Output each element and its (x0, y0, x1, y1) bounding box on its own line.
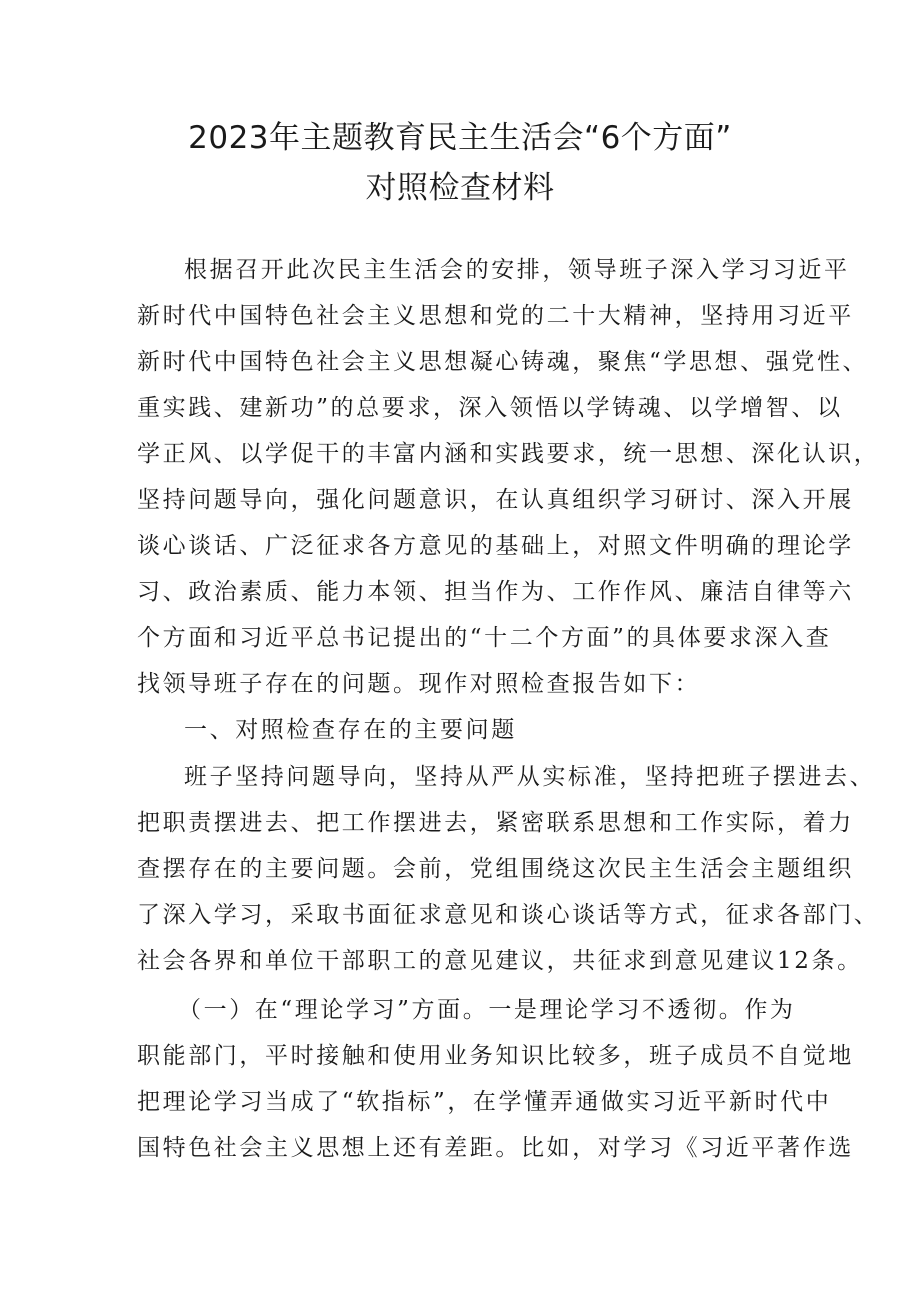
paragraph-line: 了深入学习，采取书面征求意见和谈心谈话等方式，征求各部门、 (137, 902, 880, 928)
paragraph-line: 把职责摆进去、把工作摆进去，紧密联系思想和工作实际，着力 (137, 810, 854, 836)
paragraph-line: 谈心谈话、广泛征求各方意见的基础上，对照文件明确的理论学 (137, 533, 854, 559)
paragraph-line: 把理论学习当成了“软指标”，在学懂弄通做实习近平新时代中 (137, 1089, 832, 1115)
document-title-line-1: 2023年主题教育民主生活会“6个方面” (188, 120, 732, 156)
section-heading: 一、对照检查存在的主要问题 (184, 717, 517, 743)
subsection-heading-line: （一）在“理论学习”方面。一是理论学习不透彻。作为 (178, 997, 796, 1023)
paragraph-line: 习、政治素质、能力本领、担当作为、工作作风、廉洁自律等六 (137, 579, 854, 605)
paragraph-line: 坚持问题导向，强化问题意识，在认真组织学习研讨、深入开展 (137, 487, 854, 513)
paragraph-line: 国特色社会主义思想上还有差距。比如，对学习《习近平著作选 (137, 1135, 854, 1161)
paragraph-line: 新时代中国特色社会主义思想和党的二十大精神，坚持用习近平 (137, 303, 854, 329)
paragraph-line: 个方面和习近平总书记提出的“十二个方面”的具体要求深入查 (137, 625, 832, 651)
paragraph-line: 职能部门，平时接触和使用业务知识比较多，班子成员不自觉地 (137, 1043, 854, 1069)
paragraph-line: 查摆存在的主要问题。会前，党组围绕这次民主生活会主题组织 (137, 856, 854, 882)
paragraph-line: 根据召开此次民主生活会的安排，领导班子深入学习习近平 (184, 257, 850, 283)
paragraph-line: 社会各界和单位干部职工的意见建议，共征求到意见建议12条。 (137, 948, 863, 974)
paragraph-line: 学正风、以学促干的丰富内涵和实践要求，统一思想、深化认识， (137, 441, 880, 467)
paragraph-line: 重实践、建新功”的总要求，深入领悟以学铸魂、以学增智、以 (137, 395, 843, 421)
paragraph-line: 新时代中国特色社会主义思想凝心铸魂，聚焦“学思想、强党性、 (137, 349, 869, 375)
paragraph-line: 找领导班子存在的问题。现作对照检查报告如下： (137, 671, 701, 697)
document-title-line-2: 对照检查材料 (365, 170, 555, 206)
paragraph-line: 班子坚持问题导向，坚持从严从实标准，坚持把班子摆进去、 (184, 764, 876, 790)
